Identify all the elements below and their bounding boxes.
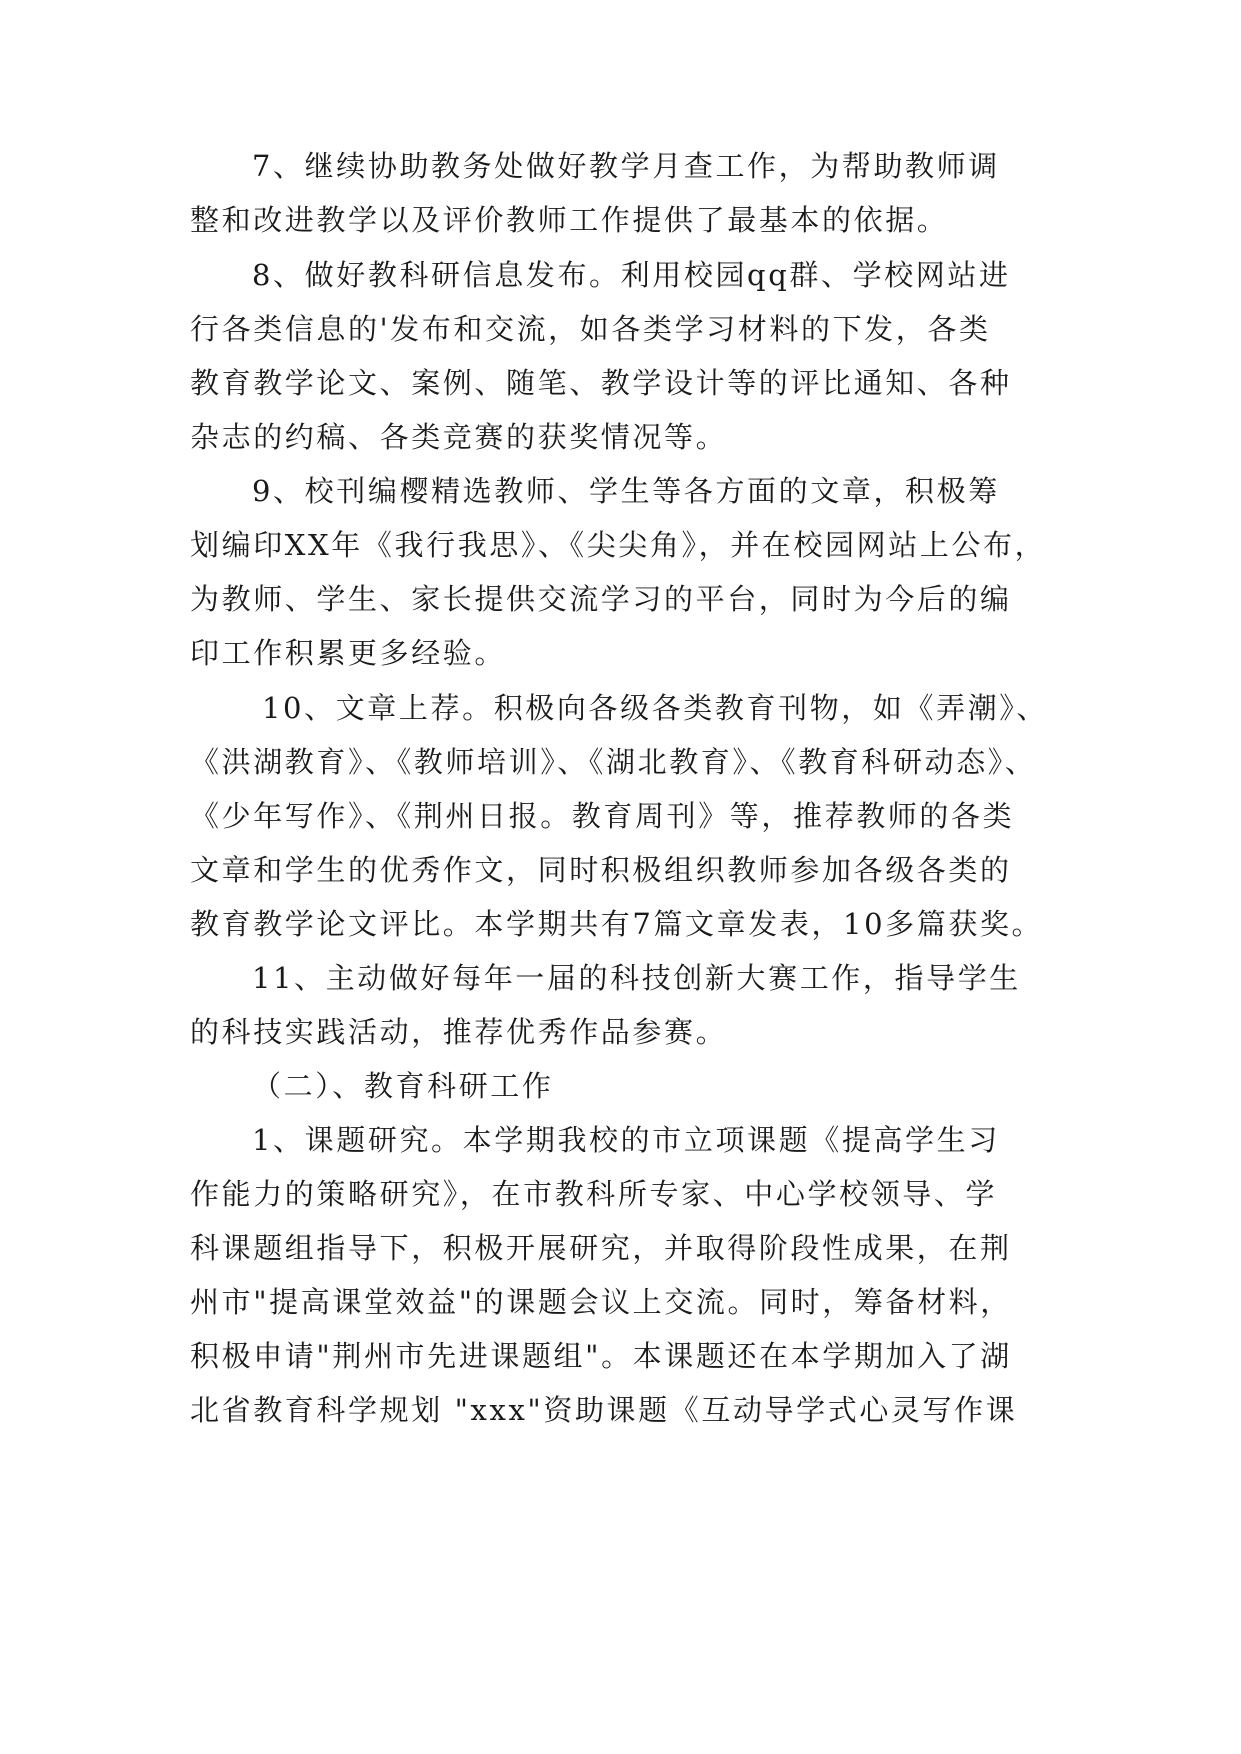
research-paragraph-line-6: 北省教育科学规划 "xxx"资助课题《互动导学式心灵写作课: [190, 1393, 1018, 1427]
paragraph-9-line-2: 划编印XX年《我行我思》、《尖尖角》，并在校园网站上公布，: [190, 528, 1047, 562]
paragraph-8-line-2: 行各类信息的'发布和交流，如各类学习材料的下发，各类: [190, 312, 991, 346]
paragraph-8-line-3: 教育教学论文、案例、随笔、教学设计等的评比通知、各种: [190, 366, 1012, 400]
research-paragraph-line-5: 积极申请"荆州市先进课题组"。本课题还在本学期加入了湖: [190, 1339, 1012, 1373]
paragraph-10-line-3: 《少年写作》、《荆州日报。教育周刊》等，推荐教师的各类: [190, 799, 1015, 833]
paragraph-10-line-4: 文章和学生的优秀作文，同时积极组织教师参加各级各类的: [190, 853, 1012, 887]
paragraph-9-line-1: 9、校刊编樱精选教师、学生等各方面的文章，积极筹: [252, 474, 1000, 508]
paragraph-11-line-1: 11、主动做好每年一届的科技创新大赛工作，指导学生: [252, 961, 1021, 995]
paragraph-10-line-2: 《洪湖教育》、《教师培训》、《湖北教育》、《教育科研动态》、: [190, 745, 1037, 779]
paragraph-10-line-1: 10、文章上荐。积极向各级各类教育刊物，如《弄潮》、: [262, 691, 1049, 725]
paragraph-11-line-2: 的科技实践活动，推荐优秀作品参赛。: [190, 1015, 728, 1049]
paragraph-7-line-1: 7、继续协助教务处做好教学月查工作，为帮助教师调: [252, 149, 1000, 183]
research-paragraph-line-1: 1、课题研究。本学期我校的市立项课题《提高学生习: [252, 1123, 1000, 1157]
paragraph-8-line-1: 8、做好教科研信息发布。利用校园qq群、学校网站进: [252, 258, 1011, 292]
section-heading: （二）、教育科研工作: [252, 1069, 554, 1103]
paragraph-8-line-4: 杂志的约稿、各类竞赛的获奖情况等。: [190, 420, 728, 454]
research-paragraph-line-2: 作能力的策略研究》，在市教科所专家、中心学校领导、学: [190, 1177, 998, 1211]
paragraph-9-line-4: 印工作积累更多经验。: [190, 636, 507, 670]
research-paragraph-line-3: 科课题组指导下，积极开展研究，并取得阶段性成果，在荆: [190, 1231, 1012, 1265]
research-paragraph-line-4: 州市"提高课堂效益"的课题会议上交流。同时，筹备材料，: [190, 1285, 1012, 1319]
paragraph-7-line-2: 整和改进教学以及评价教师工作提供了最基本的依据。: [190, 203, 949, 237]
paragraph-10-line-5: 教育教学论文评比。本学期共有7篇文章发表，10多篇获奖。: [190, 907, 1044, 941]
paragraph-9-line-3: 为教师、学生、家长提供交流学习的平台，同时为今后的编: [190, 582, 1012, 616]
